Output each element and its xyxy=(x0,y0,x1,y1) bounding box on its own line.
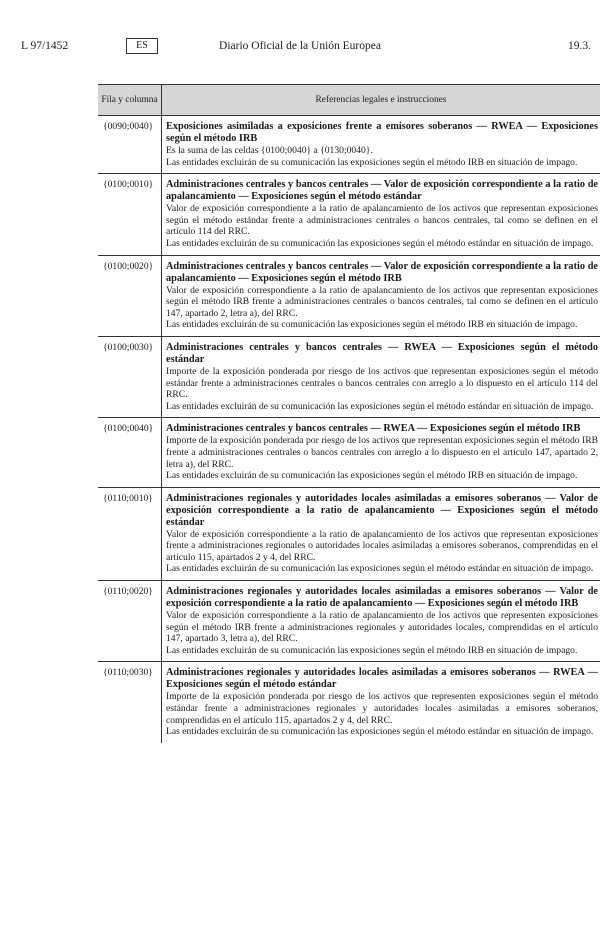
row-text: Las entidades excluirán de su comunicación las exposiciones según el método estándar en situación de impago. xyxy=(166,726,594,738)
row-title: Administraciones regionales y autoridades locales asimiladas a emisores soberanos — RWEA — Exposiciones según el método estándar xyxy=(166,667,598,691)
header-legal-references: Referencias legales e instrucciones xyxy=(162,85,600,116)
journal-reference: L 97/1452 xyxy=(21,40,69,52)
row-title: Administraciones regionales y autoridades locales asimiladas a emisores soberanos — Valor de exposición correspondiente a la ratio de apalancamiento — Exposiciones según el método IRB xyxy=(166,586,598,610)
cell-instructions xyxy=(162,116,600,174)
cell-code: {0100;0030} xyxy=(98,336,162,417)
journal-date: 19.3. xyxy=(568,40,591,52)
page-header xyxy=(0,38,600,56)
row-text: Importe de la exposición ponderada por riesgo de los activos que representan exposiciones según el método IRB frente a administraciones centrales o bancos centrales con arreglo a lo dispuesto en el artículo 147, apartado 2, letra a), del RRC. xyxy=(166,435,598,470)
table-row xyxy=(98,255,600,336)
cell-instructions xyxy=(162,336,600,417)
row-text: Es la suma de las celdas {0100;0040} a {0130;0040}. xyxy=(166,145,373,156)
language-box: ES xyxy=(126,38,158,54)
row-text: Valor de exposición correspondiente a la ratio de apalancamiento de los activos que representan exposiciones según el método IRB frente a administraciones centrales o bancos centrales, tal como se definen en el artículo 147, apartado 2, letra a), del RRC. xyxy=(166,284,598,319)
row-text: Las entidades excluirán de su comunicación las exposiciones según el método IRB en situación de impago. xyxy=(166,644,578,656)
table-header-row xyxy=(98,85,600,116)
row-title: Administraciones regionales y autoridades locales asimiladas a emisores soberanos — Valor de exposición correspondiente a la ratio de apalancamiento — Exposiciones según el método estándar xyxy=(166,492,598,528)
table-row xyxy=(98,418,600,487)
cell-code: {0100;0010} xyxy=(98,174,162,255)
row-text: Importe de la exposición ponderada por riesgo de los activos que representan exposiciones según el método estándar frente a administraciones centrales o bancos centrales con arreglo a lo dispuesto en el artículo 114 del RRC. xyxy=(166,365,598,401)
instructions-table xyxy=(98,84,600,743)
cell-code: {0090;0040} xyxy=(98,116,162,174)
table-row xyxy=(98,174,600,255)
table-row xyxy=(98,116,600,174)
row-title: Administraciones centrales y bancos centrales — RWEA — Exposiciones según el método estándar xyxy=(166,341,598,365)
row-text: Las entidades excluirán de su comunicación las exposiciones según el método IRB en situación de impago. xyxy=(166,319,578,331)
cell-code: {0110;0030} xyxy=(98,662,162,743)
header-row-column: Fila y columna xyxy=(98,85,162,116)
row-text: Las entidades excluirán de su comunicación las exposiciones según el método estándar en situación de impago. xyxy=(166,237,594,249)
row-text: Valor de exposición correspondiente a la ratio de apalancamiento de los activos que representen exposiciones según el método IRB frente a administraciones regionales y autoridades locales, comprendidas en el artículo 147, apartado 3, letra a), del RRC. xyxy=(166,610,598,645)
row-text: Valor de exposición correspondiente a la ratio de apalancamiento de los activos que representan exposiciones según el método estándar frente a administraciones centrales o bancos centrales, tal como se definen en el artículo 114 del RRC. xyxy=(166,203,598,238)
row-text: Las entidades excluirán de su comunicación las exposiciones según el método estándar en situación de impago. xyxy=(166,563,594,575)
table-row xyxy=(98,336,600,417)
row-text: Las entidades excluirán de su comunicación las exposiciones según el método IRB en situación de impago. xyxy=(166,470,578,482)
row-title: Administraciones centrales y bancos centrales — Valor de exposición correspondiente a la ratio de apalancamiento — Exposiciones según el método IRB xyxy=(166,260,598,284)
cell-instructions xyxy=(162,418,600,487)
cell-code: {0100;0020} xyxy=(98,255,162,336)
cell-instructions xyxy=(162,487,600,580)
cell-instructions xyxy=(162,174,600,255)
row-text: Valor de exposición correspondiente a la ratio de apalancamiento de los activos que representan exposiciones frente a administraciones regionales o autoridades locales asimiladas a emisores soberanos, comprendidas en el artículo 115, apartados 2 y 4, del RRC. xyxy=(166,528,598,563)
row-text: Importe de la exposición ponderada por riesgo de los activos que representen exposiciones según el método estándar frente a administraciones regionales y autoridades locales asimiladas a emisores soberanos, comprendidas en el artículo 115, apartados 2 y 4, del RRC. xyxy=(166,691,598,726)
cell-code: {0110;0010} xyxy=(98,487,162,580)
journal-title: Diario Oficial de la Unión Europea xyxy=(219,40,381,52)
row-title: Administraciones centrales y bancos centrales — Valor de exposición correspondiente a la ratio de apalancamiento — Exposiciones según el método estándar xyxy=(166,179,598,203)
row-text: Las entidades excluirán de su comunicación las exposiciones según el método IRB en situación de impago. xyxy=(166,156,578,168)
cell-instructions xyxy=(162,581,600,662)
row-title: Administraciones centrales y bancos centrales — RWEA — Exposiciones según el método IRB xyxy=(166,423,581,435)
table-row xyxy=(98,487,600,580)
row-text: Las entidades excluirán de su comunicación las exposiciones según el método estándar en situación de impago. xyxy=(166,400,594,412)
table-row xyxy=(98,662,600,743)
cell-code: {0100;0040} xyxy=(98,418,162,487)
cell-instructions xyxy=(162,662,600,743)
cell-code: {0110;0020} xyxy=(98,581,162,662)
row-title: Exposiciones asimiladas a exposiciones frente a emisores soberanos — RWEA — Exposiciones según el método IRB xyxy=(166,121,598,144)
table-row xyxy=(98,581,600,662)
cell-instructions xyxy=(162,255,600,336)
